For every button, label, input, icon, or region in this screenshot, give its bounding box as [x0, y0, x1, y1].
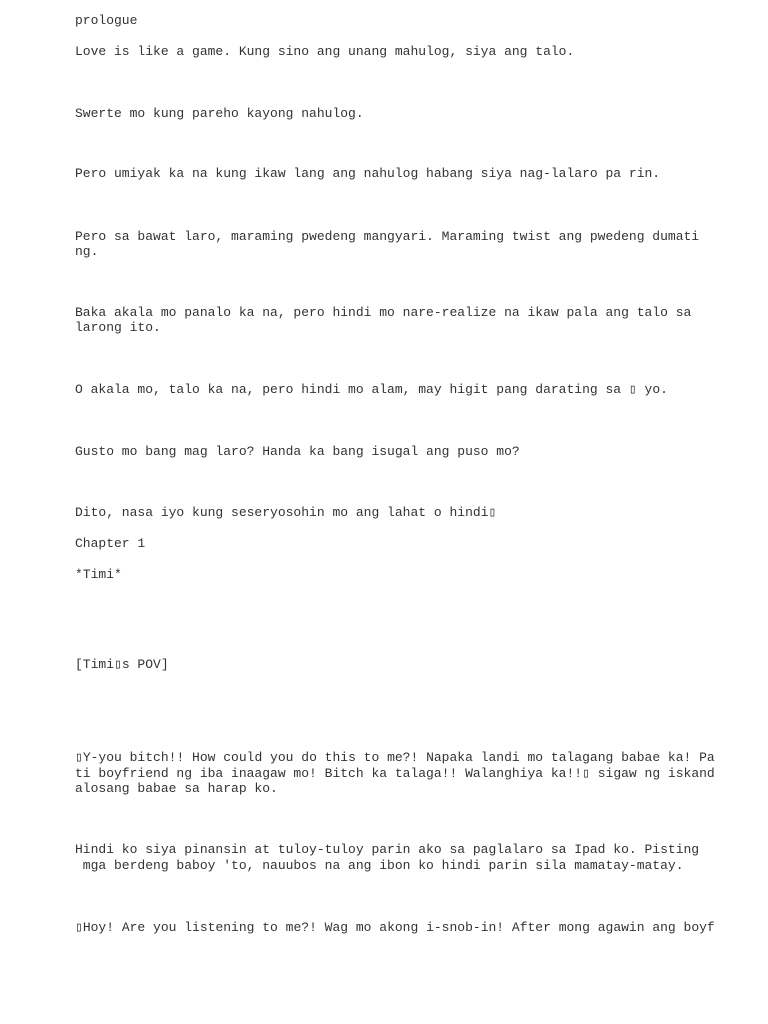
text-line: alosang babae sa harap ko. — [75, 781, 278, 796]
text-line: Gusto mo bang mag laro? Handa ka bang isugal ang puso mo? — [75, 444, 520, 459]
text-line: Baka akala mo panalo ka na, pero hindi mo nare-realize na ikaw pala ang talo sa — [75, 305, 692, 320]
text-line: larong ito. — [75, 320, 161, 335]
text-line: Dito, nasa iyo kung seseryosohin mo ang lahat o hindi▯ — [75, 505, 497, 520]
text-line: prologue — [75, 13, 138, 28]
text-line: Hindi ko siya pinansin at tuloy-tuloy parin ako sa paglalaro sa Ipad ko. Pisting — [75, 842, 700, 857]
text-line: O akala mo, talo ka na, pero hindi mo alam, may higit pang darating sa ▯ yo. — [75, 382, 668, 397]
text-line: ti boyfriend ng iba inaagaw mo! Bitch ka talaga!! Walanghiya ka!!▯ sigaw ng iskand — [75, 766, 715, 781]
text-line: Love is like a game. Kung sino ang unang mahulog, siya ang talo. — [75, 44, 575, 59]
text-line: Pero umiyak ka na kung ikaw lang ang nahulog habang siya nag-lalaro pa rin. — [75, 166, 661, 181]
text-line: mga berdeng baboy 'to, nauubos na ang ibon ko hindi parin sila mamatay-matay. — [75, 858, 684, 873]
text-line: [Timi▯s POV] — [75, 657, 169, 672]
text-line: ▯Y-you bitch!! How could you do this to me?! Napaka landi mo talagang babae ka! Pa — [75, 750, 715, 765]
text-line: Swerte mo kung pareho kayong nahulog. — [75, 106, 364, 121]
text-line: *Timi* — [75, 567, 122, 582]
text-line: ▯Hoy! Are you listening to me?! Wag mo akong i-snob-in! After mong agawin ang boyf — [75, 920, 715, 935]
text-line: ng. — [75, 244, 99, 259]
chapter-heading: Chapter 1 — [75, 536, 146, 551]
text-line: Pero sa bawat laro, maraming pwedeng mangyari. Maraming twist ang pwedeng dumati — [75, 229, 700, 244]
